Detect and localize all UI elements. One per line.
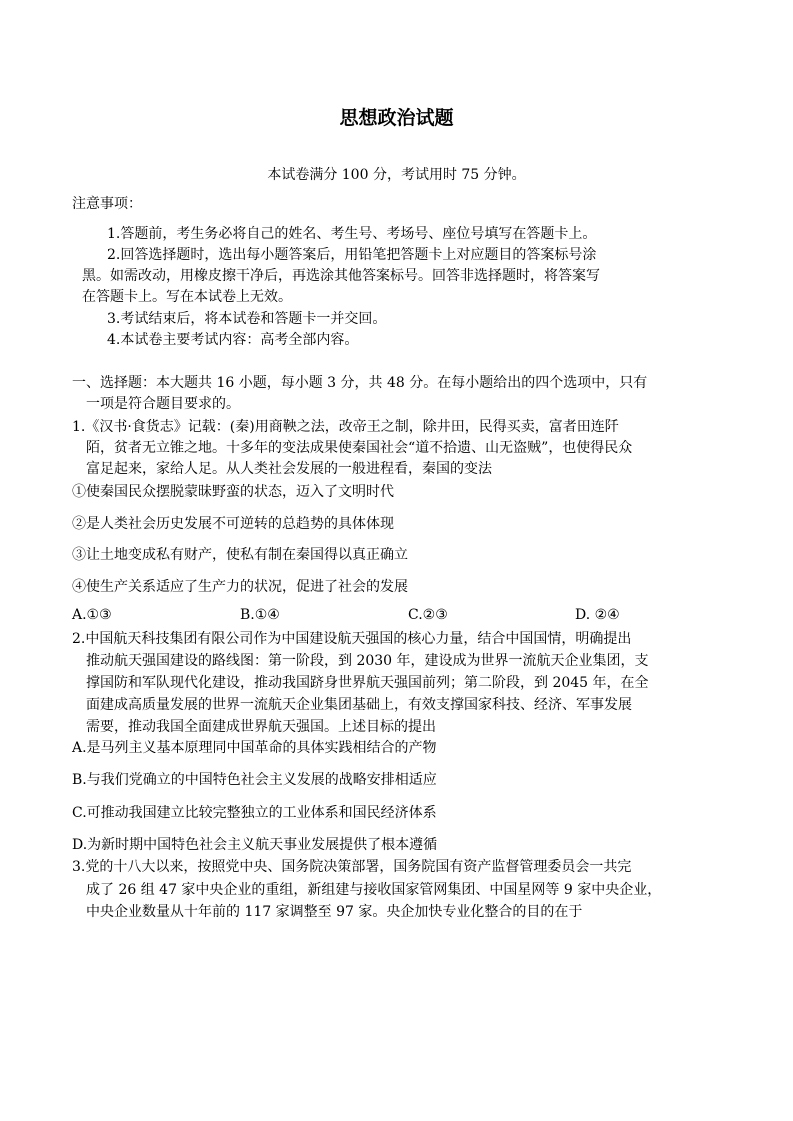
question-1-statement: ①使秦国民众摆脱蒙昧野蛮的状态，迈入了文明时代 [72,484,394,500]
question-3-stem: 中央企业数量从十年前的 117 家调整至 97 家。央企加快专业化整合的目的在于 [86,904,583,920]
question-2-option-b: B.与我们党确立的中国特色社会主义发展的战略安排相适应 [72,772,437,788]
section-heading: 一项是符合题目要求的。 [86,396,240,412]
page-title: 思想政治试题 [339,107,454,129]
question-1-statement: ②是人类社会历史发展不可逆转的总趋势的具体体现 [72,516,394,532]
question-3-stem: 成了 26 组 47 家中央企业的重组，新组建与接收国家管网集团、中国星网等 9 家中央企业， [86,882,662,898]
question-1-statement: ④使生产关系适应了生产力的状况，促进了社会的发展 [72,579,408,595]
option-d: D. ②④ [575,607,620,623]
question-2-option-a: A.是马列主义基本原理同中国革命的具体实践相结合的产物 [72,740,437,756]
question-3-stem: 3.党的十八大以来，按照党中央、国务院决策部署，国务院国有资产监督管理委员会一共完 [72,859,632,875]
option-b: B.①④ [240,607,280,623]
question-2-stem: 2.中国航天科技集团有限公司作为中国建设航天强国的核心力量，结合中国国情，明确提出 [72,631,632,647]
question-1-statement: ③让土地变成私有财产，使私有制在秦国得以真正确立 [72,547,408,563]
question-2-stem: 推动航天强国建设的路线图：第一阶段，到 2030 年，建设成为世界一流航天企业集团，支 [86,653,649,669]
notice-line: 4.本试卷主要考试内容：高考全部内容。 [107,332,359,348]
question-1-stem: 1.《汉书·食货志》记载：(秦)用商鞅之法，改帝王之制，除井田，民得买卖，富者田连阡 [72,419,619,435]
notice-line: 3.考试结束后，将本试卷和答题卡一并交回。 [107,311,387,327]
exam-info: 本试卷满分 100 分，考试用时 75 分钟。 [267,167,526,183]
question-2-stem: 撑国防和军队现代化建设，推动我国跻身世界航天强国前列；第二阶段，到 2045 年，在全 [86,675,649,691]
section-heading: 一、选择题：本大题共 16 小题，每小题 3 分，共 48 分。在每小题给出的四个选项中，只有 [72,375,648,391]
notice-line: 2.回答选择题时，选出每小题答案后，用铅笔把答题卡上对应题目的答案标号涂 [107,247,597,263]
question-1-stem: 富足起来，家给人足。从人类社会发展的一般进程看，秦国的变法 [86,461,492,477]
notice-line: 1.答题前，考生务必将自己的姓名、考生号、考场号、座位号填写在答题卡上。 [107,226,597,242]
question-1-stem: 陌，贫者无立锥之地。十多年的变法成果使秦国社会“道不拾遗、山无盗贼”，也使得民众 [86,440,633,456]
option-a: A.①③ [72,607,112,623]
question-2-stem: 面建成高质量发展的世界一流航天企业集团基础上，有效支撑国家科技、经济、军事发展 [86,697,632,713]
notice-line: 黑。如需改动，用橡皮擦干净后，再选涂其他答案标号。回答非选择题时，将答案写 [82,268,600,284]
question-2-option-c: C.可推动我国建立比较完整独立的工业体系和国民经济体系 [72,805,437,821]
question-2-stem: 需要，推动我国全面建成世界航天强国。上述目标的提出 [86,719,436,735]
notice-line: 在答题卡上。写在本试卷上无效。 [82,289,292,305]
notice-heading: 注意事项： [72,196,142,212]
question-1-options [72,607,712,627]
question-2-option-d: D.为新时期中国特色社会主义航天事业发展提供了根本遵循 [72,837,438,853]
option-c: C.②③ [408,607,448,623]
